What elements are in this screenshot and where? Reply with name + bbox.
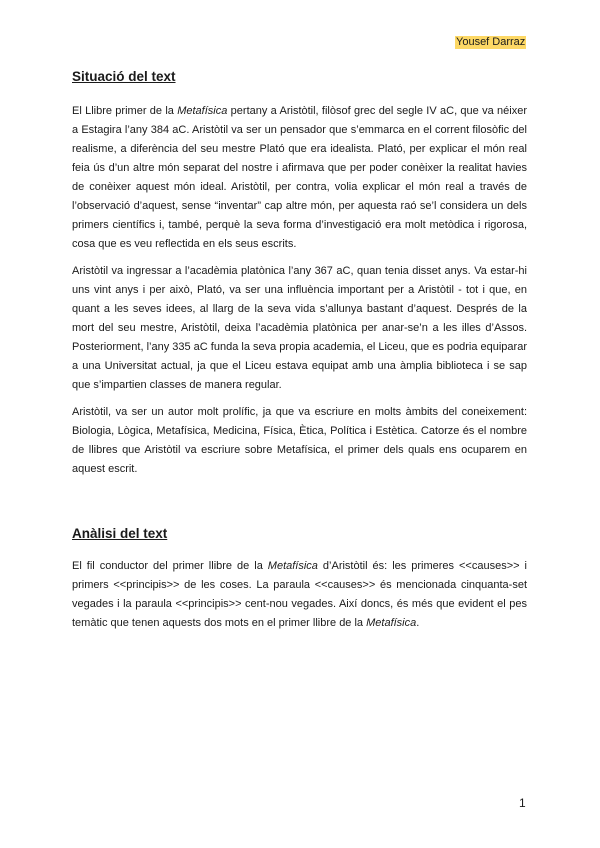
text-run: El Llibre primer de la bbox=[72, 105, 178, 117]
document-body bbox=[72, 68, 527, 633]
section-title-analisi: Anàlisi del text bbox=[72, 526, 168, 541]
italic-text: Metafísica bbox=[177, 105, 228, 117]
italic-text: Metafísica bbox=[267, 560, 318, 572]
page-number: 1 bbox=[519, 796, 526, 810]
paragraph: Aristòtil va ingressar a l’acadèmia platònica l’any 367 aC, quan tenia disset anys. Va estar-hi uns vint anys i per això, Plató, va ser una influència important per a Aristòtil - tot i que, en quant a les seves idees, al llarg de la seva vida s’allunya bastant d’aquest. Després de la mort del seu mestre, Aristòtil, deixa l’acadèmia platònica per anar-se’n a les illes d’Assos. Posteriorment, l’any 335 aC funda la seva propia academia, el Liceu, que es podria equiparar a una Universitat actual, ja que el Liceu estava equipat amb una àmplia biblioteca i se sap que s’impartien classes de manera regular. bbox=[72, 265, 527, 391]
author-name: Yousef Darraz bbox=[456, 36, 526, 48]
section-title-situacio: Situació del text bbox=[72, 69, 176, 84]
text-run: pertany a Aristòtil, filòsof grec del segle IV aC, que va néixer a Estagira l’any 384 aC. Aristòtil va ser un pensador que s’emmarca en el corrent filosòfic del realisme, a diferència del seu mestre Plató que era idealista. Plató, per explicar el món real feia ús d’un altre món separat del nostre i afirmava que per poder conèixer la realitat havies de conèixer aquest món ideal. Aristòtil, per contra, volia explicar el món real a través de l’observació d’aquest, sense “inventar” cap altre món, per aquesta raó se’l considera un dels primers científics i, també, perquè la seva forma d’investigació era molt metòdica i rigorosa, cosa que es veu reflectida en els seus escrits. bbox=[72, 105, 527, 250]
paragraph: Aristòtil, va ser un autor molt prolífic, ja que va escriure en molts àmbits del coneixement: Biologia, Lògica, Metafísica, Medicina, Física, Ètica, Política i Estètica. Catorze és el nombre de llibres que Aristòtil va escriure sobre Metafísica, el primer dels quals ens ocuparem en aquest escrit. bbox=[72, 406, 527, 475]
text-run: . bbox=[416, 617, 420, 629]
paragraph bbox=[72, 102, 527, 254]
paragraph bbox=[72, 557, 527, 633]
italic-text: Metafísica bbox=[366, 617, 417, 629]
text-run: El fil conductor del primer llibre de la bbox=[72, 560, 268, 572]
text-run: d’Aristòtil és: les primeres <<causes>> i primers <<principis>> de les coses. La paraula <<causes>> és mencionada cinquanta-set vegades i la paraula <<principis>> cent-nou vegades. Així doncs, és més que evident el pes temàtic que tenen aquests dos mots en el primer llibre de la bbox=[72, 560, 527, 629]
